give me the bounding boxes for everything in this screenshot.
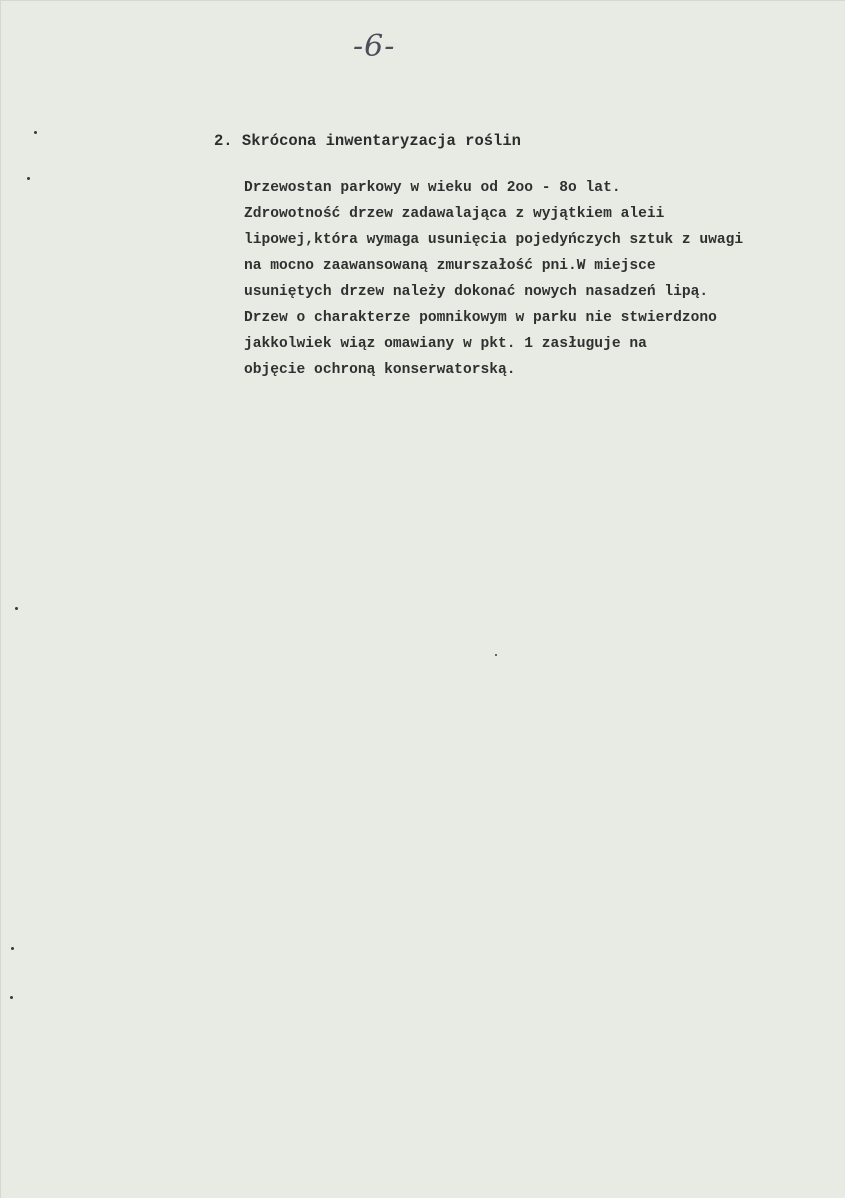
body-line: objęcie ochroną konserwatorską. <box>244 362 516 378</box>
body-line: jakkolwiek wiąz omawiany w pkt. 1 zasługuje na <box>244 336 647 352</box>
margin-dot <box>11 947 14 950</box>
body-line: Drzewostan parkowy w wieku od 2oo - 8o lat. <box>244 180 621 196</box>
margin-dot <box>34 131 37 134</box>
body-line: na mocno zaawansowaną zmurszałość pni.W miejsce <box>244 258 656 274</box>
margin-dot <box>495 654 497 656</box>
page-number: -6- <box>353 29 396 64</box>
section-body <box>244 175 743 383</box>
section-heading: 2. Skrócona inwentaryzacja roślin <box>214 132 521 150</box>
margin-dot <box>15 607 18 610</box>
body-line: lipowej,która wymaga usunięcia pojedyńczych sztuk z uwagi <box>244 232 744 248</box>
body-line: usuniętych drzew należy dokonać nowych nasadzeń lipą. <box>244 284 709 300</box>
margin-dot <box>27 177 30 180</box>
body-line: Zdrowotność drzew zadawalająca z wyjątkiem aleii <box>244 206 665 222</box>
body-line: Drzew o charakterze pomnikowym w parku nie stwierdzono <box>244 310 717 326</box>
margin-dot <box>10 996 13 999</box>
